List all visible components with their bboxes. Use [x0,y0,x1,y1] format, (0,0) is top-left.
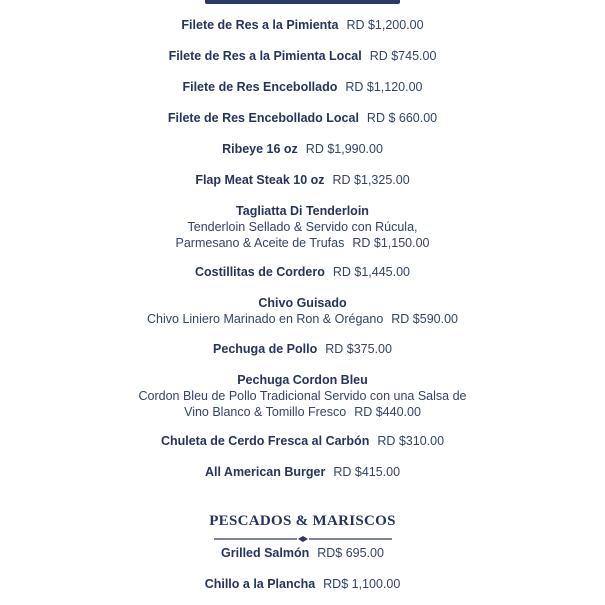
menu-item [0,295,605,327]
item-price: RD $590.00 [391,312,458,326]
menu-item [0,110,605,126]
item-price: RD $415.00 [333,465,401,479]
item-name: Pechuga de Pollo [213,342,318,356]
item-price: RD $310.00 [377,434,445,448]
item-name: Ribeye 16 oz [222,142,298,156]
menu-item [0,172,605,188]
item-price: RD $1,150.00 [352,236,430,250]
item-description: Chivo Liniero Marinado en Ron & Orégano RD $590.00 [147,312,458,326]
menu-item [0,203,605,251]
item-name: Filete de Res Encebollado [182,80,338,94]
item-price: RD $1,120.00 [345,80,423,94]
item-name: Chivo Guisado [258,296,347,310]
item-description-line2: Vino Blanco & Tomillo Fresco RD $440.00 [184,405,421,419]
item-name: Costillitas de Cordero [194,265,325,279]
item-price: RD $745.00 [369,49,437,63]
item-price: RD$ 695.00 [317,546,384,560]
menu-item [0,576,605,592]
item-name: Filete de Res Encebollado Local [167,111,359,125]
item-price: RD $1,325.00 [332,173,410,187]
item-price: RD $375.00 [325,342,392,356]
menu-item [0,545,605,561]
menu-item [0,464,605,480]
menu-item [0,48,605,64]
menu-item [0,79,605,95]
item-price: RD $1,990.00 [305,142,383,156]
item-name: Chillo a la Plancha [204,577,316,591]
menu-item [0,264,605,280]
item-price: RD $ 660.00 [366,111,438,125]
section-title: PESCADOS & MARISCOS [209,513,396,529]
item-price: RD $1,445.00 [332,265,411,279]
item-price: RD $1,200.00 [346,18,424,32]
item-name: Tagliatta Di Tenderloin [236,204,369,218]
menu-item [0,17,605,33]
item-description: Tenderloin Sellado & Servido con Rúcula, [187,220,418,234]
item-name: All American Burger [204,465,326,479]
top-section-banner [205,0,400,4]
item-price: RD$ 1,100.00 [323,577,401,591]
item-name: Grilled Salmón [221,546,310,560]
menu-item [0,372,605,420]
item-name: Pechuga Cordon Bleu [237,373,368,387]
item-name: Flap Meat Steak 10 oz [195,173,325,187]
item-name: Chuleta de Cerdo Fresca al Carbón [160,434,370,448]
menu-item [0,141,605,157]
item-description-line2: Parmesano & Aceite de Trufas RD $1,150.00 [175,236,430,250]
item-description: Cordon Bleu de Pollo Tradicional Servido con una Salsa de [138,389,467,403]
item-price: RD $440.00 [354,405,421,419]
menu-item [0,433,605,449]
menu-item [0,341,605,357]
item-name: Filete de Res a la Pimienta Local [168,49,362,63]
section-divider [214,536,392,542]
item-name: Filete de Res a la Pimienta [181,18,339,32]
